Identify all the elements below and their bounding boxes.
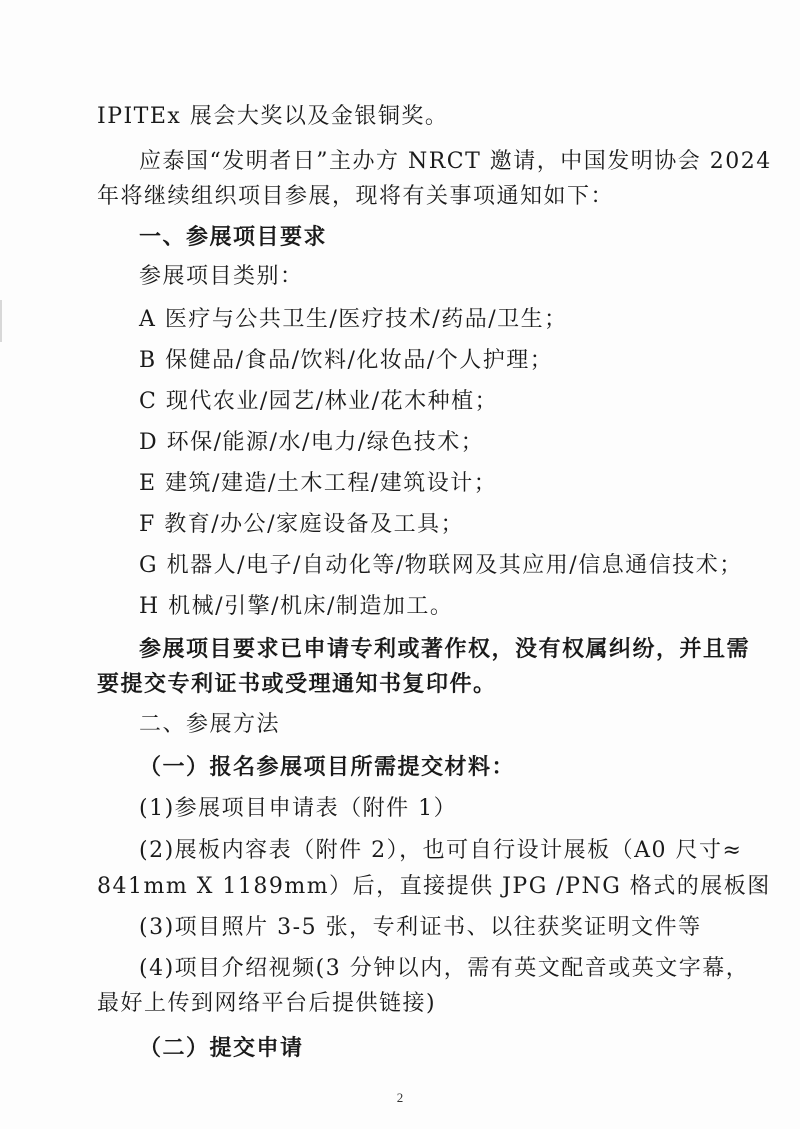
subsection-heading-materials: （一）报名参展项目所需提交材料： (139, 754, 516, 780)
page-number: 2 (396, 1090, 404, 1105)
paragraph-line-notice: 年将继续组织项目参展，现将有关事项通知如下： (97, 184, 615, 209)
category-intro: 参展项目类别： (139, 264, 304, 289)
material-item-3: (3)项目照片 3-5 张，专利证书、以往获奖证明文件等 (139, 915, 702, 940)
category-item-a: A 医疗与公共卫生/医疗技术/药品/卫生； (139, 307, 568, 332)
requirement-note-line1: 参展项目要求已申请专利或著作权，没有权属纠纷，并且需 (139, 636, 751, 662)
paragraph-line-award: IPITEx 展会大奖以及金银铜奖。 (97, 104, 449, 129)
material-item-4-line2: 最好上传到网络平台后提供链接) (97, 991, 437, 1016)
material-item-1: (1)参展项目申请表（附件 1） (139, 796, 458, 821)
category-item-h: H 机械/引擎/机床/制造加工。 (139, 594, 454, 619)
material-item-2-line1: (2)展板内容表（附件 2），也可自行设计展板（A0 尺寸≈ (139, 838, 743, 863)
section-heading-method: 二、参展方法 (139, 712, 281, 737)
requirement-note-line2: 要提交专利证书或受理通知书复印件。 (97, 671, 497, 697)
category-item-d: D 环保/能源/水/电力/绿色技术； (139, 430, 485, 455)
material-item-4-line1: (4)项目介绍视频(3 分钟以内，需有英文配音或英文字幕， (139, 956, 750, 981)
material-item-2-line2: 841mm X 1189mm）后，直接提供 JPG /PNG 格式的展板图 (97, 874, 771, 899)
category-item-e: E 建筑/建造/土木工程/建筑设计； (139, 471, 498, 496)
category-item-c: C 现代农业/园艺/林业/花木种植； (139, 389, 499, 414)
subsection-heading-submit: （二）提交申请 (139, 1035, 304, 1061)
section-heading-requirements: 一、参展项目要求 (139, 225, 328, 250)
paragraph-line-invitation: 应泰国“发明者日”主办方 NRCT 邀请，中国发明协会 2024 (139, 149, 772, 174)
category-item-b: B 保健品/食品/饮料/化妆品/个人护理； (139, 348, 554, 373)
scan-edge-mark (0, 300, 2, 342)
category-item-f: F 教育/办公/家庭设备及工具； (139, 512, 465, 537)
category-item-g: G 机器人/电子/自动化等/物联网及其应用/信息通信技术； (139, 553, 743, 578)
